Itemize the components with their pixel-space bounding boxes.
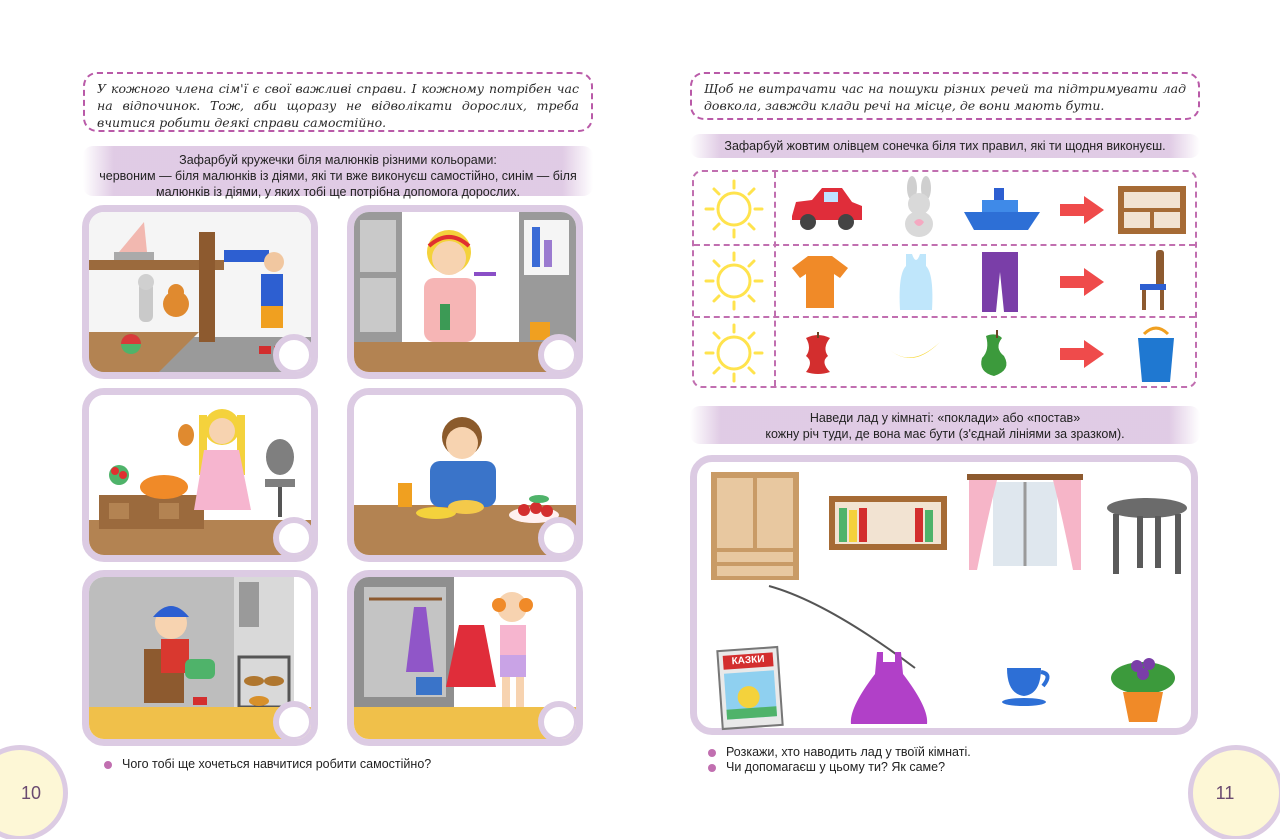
toy-bunny-icon — [894, 176, 944, 240]
banana-peel-icon — [880, 332, 944, 376]
answer-circle-4[interactable] — [538, 517, 580, 559]
left-question-text: Чого тобі ще хочеться навчитися робити самостійно? — [122, 757, 432, 771]
left-intro-text: У кожного члена сім'ї є свої важливі справи. І кожному потрібен час на відпочинок. Тож, аби щоразу не відволікати дорослих, треба вчитися робити деякі справи самостійно. — [97, 81, 579, 130]
arrow-right-icon — [1058, 194, 1106, 226]
task2-line-1: Наведи лад у кімнаті: «поклади» або «постав» — [809, 411, 1081, 425]
pear-core-icon — [972, 330, 1016, 378]
room-matching-panel — [690, 455, 1198, 735]
task-line-2: червоним — біля малюнків із діями, які ти вже виконуєш самостійно, синім — біля — [99, 169, 577, 183]
picture-boy-putting-on-shoes — [82, 570, 318, 746]
left-intro-box — [83, 72, 593, 132]
right-question-2-text: Чи допомагаєш у цьому ти? Як саме? — [726, 760, 946, 774]
right-intro-box — [690, 72, 1200, 120]
picture-girl-brushing-teeth — [347, 205, 583, 379]
grid-divider — [694, 244, 1195, 246]
bookshelf-icon[interactable] — [827, 494, 949, 552]
potted-violet-icon[interactable] — [1107, 648, 1179, 724]
grid-divider — [774, 172, 776, 386]
book-title: КАЗКИ — [723, 652, 774, 669]
window-with-curtains-icon[interactable] — [965, 470, 1085, 574]
t-shirt-icon — [790, 252, 850, 310]
task-line-1: Зафарбуй кружечки біля малюнків різними кольорами: — [179, 153, 497, 167]
page-number-right — [1188, 745, 1280, 839]
apple-core-icon — [798, 332, 838, 376]
rules-grid — [692, 170, 1197, 388]
right-task1-text: Зафарбуй жовтим олівцем сонечка біля тих правил, які ти щодня виконуєш. — [724, 139, 1166, 153]
teacup-icon[interactable] — [999, 662, 1055, 708]
right-question-1 — [708, 745, 971, 759]
trash-bucket-icon — [1134, 322, 1178, 384]
task2-line-2: кожну річ туди, де вона має бути (з'єднай лініями за зразком). — [765, 427, 1125, 441]
page-number-left-text: 10 — [20, 782, 42, 803]
wardrobe-icon[interactable] — [709, 470, 801, 582]
right-task1-band — [690, 134, 1200, 158]
toy-ship-icon — [962, 184, 1042, 234]
picture-boy-shelving-toys — [82, 205, 318, 379]
sun-icon[interactable] — [702, 322, 766, 384]
right-task2-band — [690, 406, 1200, 444]
shelf-unit-icon — [1116, 180, 1188, 236]
arrow-right-icon — [1058, 338, 1106, 370]
trousers-icon — [978, 250, 1022, 314]
task-line-3: малюнків із діями, у яких тобі ще потрібна допомога дорослих. — [155, 185, 520, 199]
left-question — [104, 757, 431, 771]
dress-icon[interactable] — [847, 648, 931, 728]
answer-circle-2[interactable] — [538, 334, 580, 376]
bullet-dot — [708, 764, 716, 772]
picture-girl-combing-hair — [82, 388, 318, 562]
sun-icon[interactable] — [702, 250, 766, 312]
chair-icon — [1134, 248, 1174, 312]
tank-top-icon — [896, 252, 936, 312]
right-question-2 — [708, 760, 945, 774]
toy-car-icon — [786, 182, 866, 236]
picture-boy-eating — [347, 388, 583, 562]
page-number-right-text: 11 — [1215, 782, 1235, 803]
answer-circle-5[interactable] — [273, 701, 315, 743]
answer-circle-1[interactable] — [273, 334, 315, 376]
left-task-band — [83, 146, 593, 199]
grid-divider — [694, 316, 1195, 318]
table-icon[interactable] — [1105, 496, 1189, 578]
kolobok-icon — [737, 685, 760, 708]
answer-circle-6[interactable] — [538, 701, 580, 743]
right-question-1-text: Розкажи, хто наводить лад у твоїй кімнаті. — [726, 745, 971, 759]
page-number-left — [0, 745, 68, 839]
fairy-tales-book[interactable] — [716, 646, 783, 730]
answer-circle-3[interactable] — [273, 517, 315, 559]
book-cover-image — [724, 670, 777, 719]
right-intro-text: Щоб не витрачати час на пошуки різних речей та підтримувати лад довкола, завжди клади речі на місце, де вони мають бути. — [704, 81, 1186, 113]
arrow-right-icon — [1058, 266, 1106, 298]
bullet-dot — [708, 749, 716, 757]
sun-icon[interactable] — [702, 178, 766, 240]
picture-girl-choosing-dress — [347, 570, 583, 746]
bullet-dot — [104, 761, 112, 769]
